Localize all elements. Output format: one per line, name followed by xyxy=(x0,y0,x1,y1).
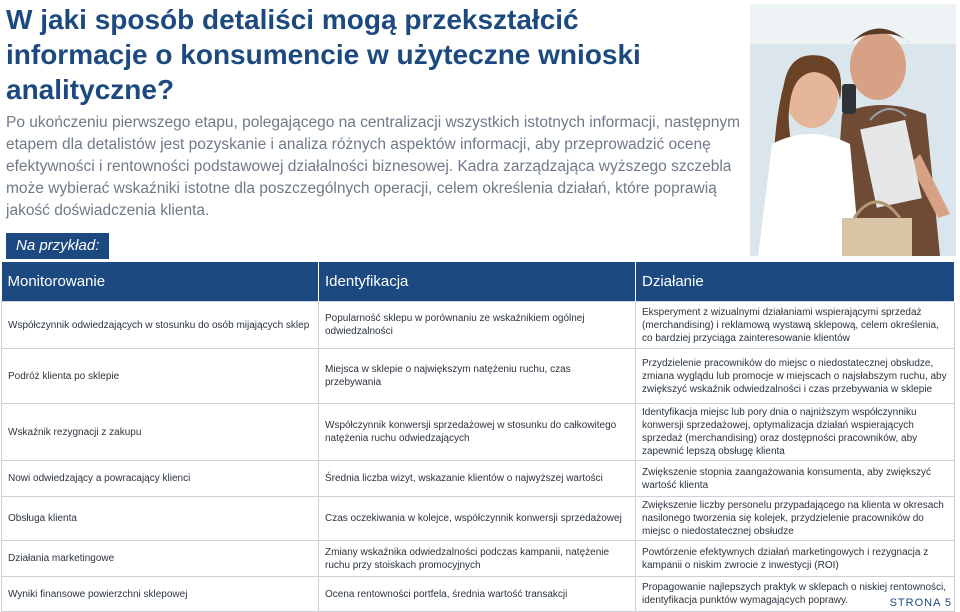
table-row xyxy=(2,302,955,349)
cell-monitoring: Podróż klienta po sklepie xyxy=(2,349,319,404)
cell-identification: Miejsca w sklepie o największym natężeniu ruchu, czas przebywania xyxy=(319,349,636,404)
column-header-identification: Identyfikacja xyxy=(319,262,636,302)
table-row xyxy=(2,577,955,612)
page-title: W jaki sposób detaliści mogą przekształcić informacje o konsumencie w użyteczne wnioski analityczne? xyxy=(6,4,641,105)
intro-paragraph: Po ukończeniu pierwszego etapu, polegającego na centralizacji wszystkich istotnych informacji, następnym etapem dla detalistów jest pozyskanie i analiza różnych aspektów informacji, aby przeprowadzić ocenę efektywności i rentowności podstawowej działalności biznesowej. Kadra zarządzająca wyższego szczebla może wybierać wskaźniki istotne dla poszczególnych operacji, celem określenia działań, które poprawią jakość doświadczenia klienta. xyxy=(6,114,741,219)
cell-monitoring: Obsługa klienta xyxy=(2,497,319,541)
cell-monitoring: Działania marketingowe xyxy=(2,541,319,577)
table-header-row xyxy=(2,262,955,302)
cell-action: Zwiększenie liczby personelu przypadającego na klienta w okresach nasilonego tworzenia się kolejek, przydzielenie pracowników do miejsc o niedostatecznej obsłudze xyxy=(636,497,955,541)
cell-monitoring: Współczynnik odwiedzających w stosunku do osób mijających sklep xyxy=(2,302,319,349)
cell-action: Eksperyment z wizualnymi działaniami wspierającymi sprzedaż (merchandising) i reklamową wystawą sklepową, celem określenia, co bardziej przyciąga zainteresowanie klientów xyxy=(636,302,955,349)
table-row xyxy=(2,404,955,461)
cell-action: Propagowanie najlepszych praktyk w sklepach o niskiej rentowności, identyfikacja punktów wymagających poprawy. xyxy=(636,577,955,612)
metrics-table xyxy=(1,262,955,612)
cell-identification: Czas oczekiwania w kolejce, współczynnik konwersji sprzedażowej xyxy=(319,497,636,541)
page-number: STRONA 5 xyxy=(889,597,952,609)
cell-action: Przydzielenie pracowników do miejsc o niedostatecznej obsłudze, zmiana wyglądu lub promocje w miejscach o najsłabszym ruchu, aby zwiększyć wskaźnik odwiedzalności i czas przebywania w sklepie xyxy=(636,349,955,404)
cell-identification: Ocena rentowności portfela, średnia wartość transakcji xyxy=(319,577,636,612)
table-row xyxy=(2,461,955,497)
cell-action: Zwiększenie stopnia zaangażowania konsumenta, aby zwiększyć wartość klienta xyxy=(636,461,955,497)
table-row xyxy=(2,349,955,404)
photo-illustration xyxy=(750,4,956,256)
cell-monitoring: Wskaźnik rezygnacji z zakupu xyxy=(2,404,319,461)
example-label: Na przykład: xyxy=(6,233,109,259)
cell-monitoring: Nowi odwiedzający a powracający klienci xyxy=(2,461,319,497)
column-header-monitoring: Monitorowanie xyxy=(2,262,319,302)
cell-identification: Popularność sklepu w porównaniu ze wskaźnikiem ogólnej odwiedzalności xyxy=(319,302,636,349)
cell-action: Identyfikacja miejsc lub pory dnia o najniższym współczynniku konwersji sprzedażowej, optymalizacja działań wspierających sprzedaż (merchandising) oraz dostępności pracowników, aby zapewnić lepszą obsługę klienta xyxy=(636,404,955,461)
cell-monitoring: Wyniki finansowe powierzchni sklepowej xyxy=(2,577,319,612)
cell-action: Powtórzenie efektywnych działań marketingowych i rezygnacja z kampanii o niskim zwrocie z inwestycji (ROI) xyxy=(636,541,955,577)
table-row xyxy=(2,497,955,541)
couple-shopping-photo xyxy=(750,4,956,256)
cell-identification: Zmiany wskaźnika odwiedzalności podczas kampanii, natężenie ruchu przy stoiskach promocyjnych xyxy=(319,541,636,577)
cell-identification: Współczynnik konwersji sprzedażowej w stosunku do całkowitego natężenia ruchu odwiedzających xyxy=(319,404,636,461)
table-row xyxy=(2,541,955,577)
column-header-action: Działanie xyxy=(636,262,955,302)
cell-identification: Średnia liczba wizyt, wskazanie klientów o najwyższej wartości xyxy=(319,461,636,497)
